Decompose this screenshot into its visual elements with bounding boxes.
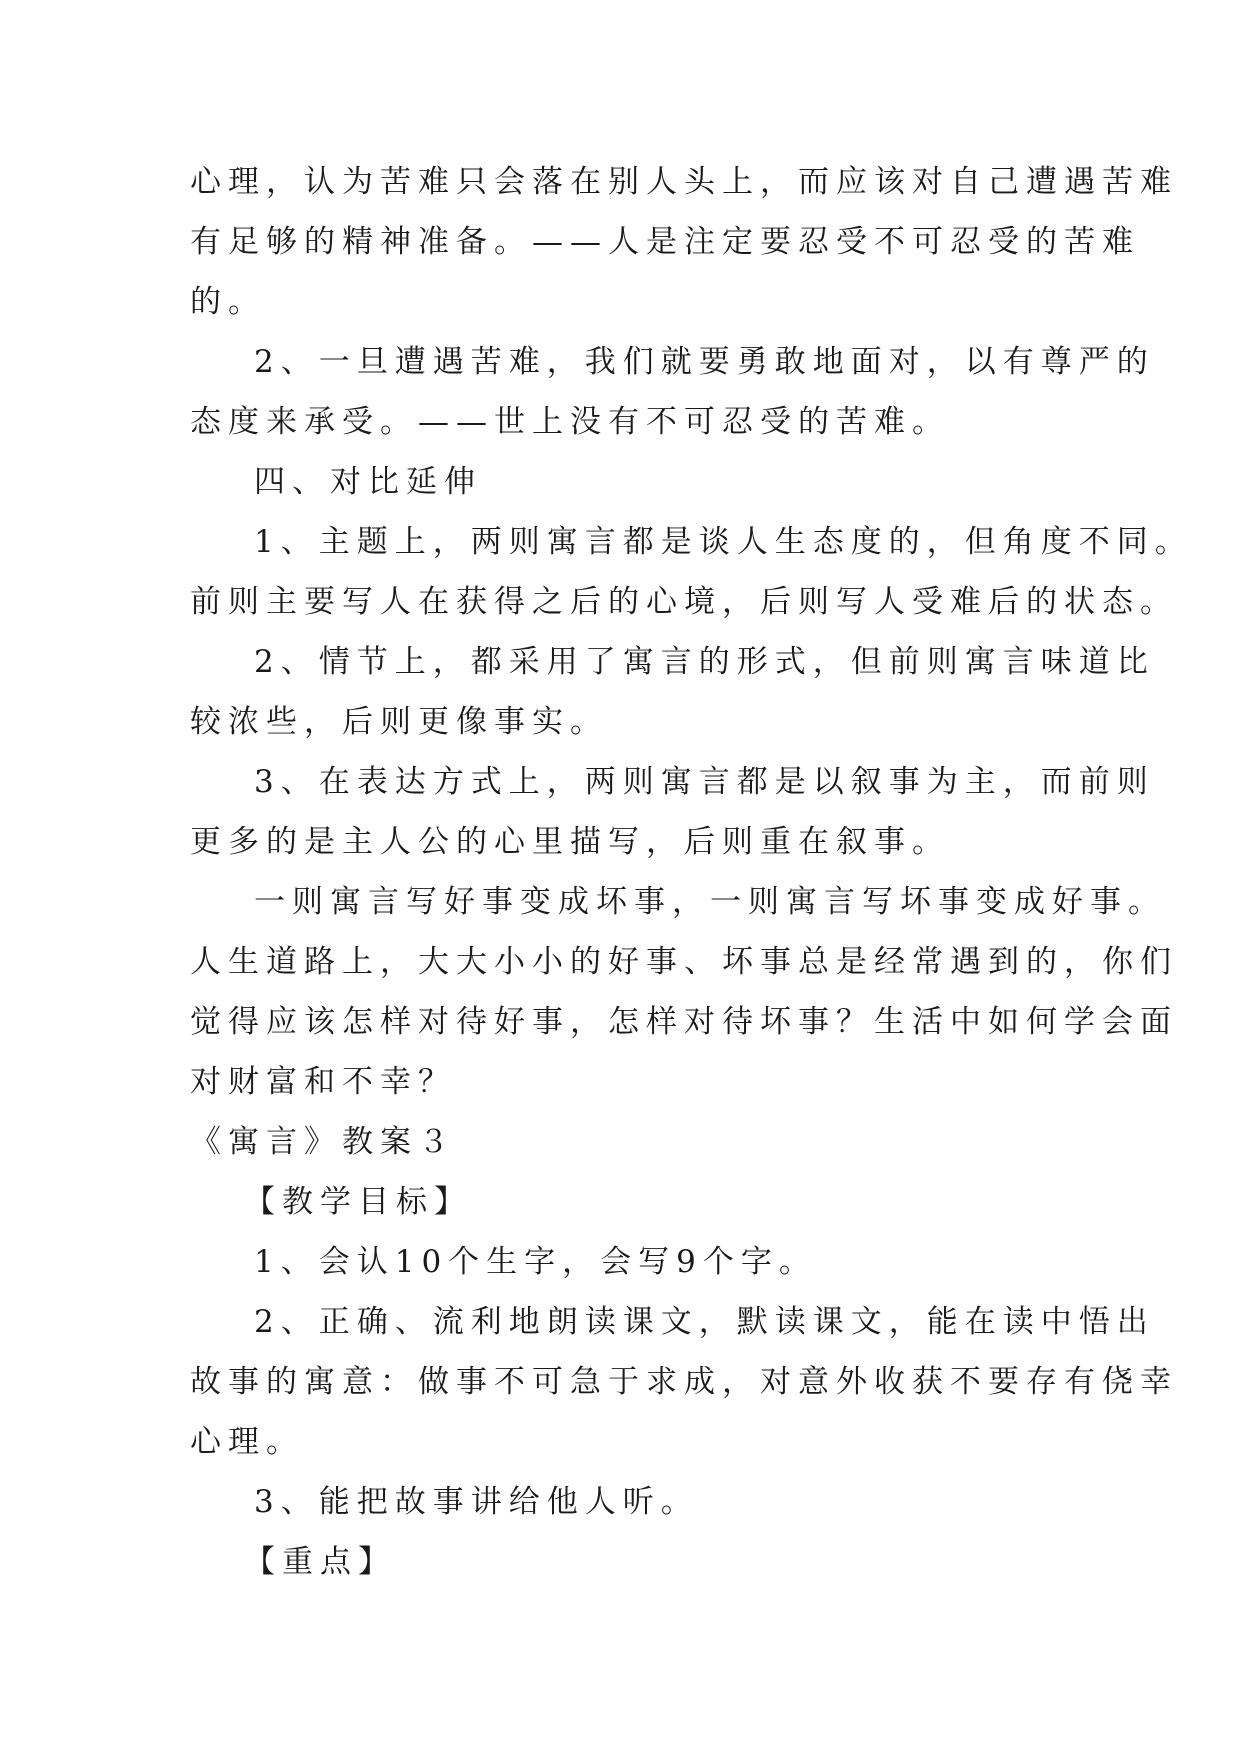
paragraph-line: 一则寓言写好事变成坏事，一则寓言写坏事变成好事。	[254, 884, 1166, 920]
paragraph-line: 故事的寓意：做事不可急于求成，对意外收获不要存有侥幸	[190, 1364, 1178, 1400]
paragraph-line: 1、会认10个生字，会写9个字。	[254, 1244, 817, 1280]
paragraph-line: 2、情节上，都采用了寓言的形式，但前则寓言味道比	[254, 644, 1155, 680]
paragraph-line: 有足够的精神准备。——人是注定要忍受不可忍受的苦难	[190, 224, 1140, 260]
paragraph-line: 较浓些，后则更像事实。	[190, 704, 608, 740]
section-heading: 【重点】	[244, 1544, 396, 1580]
paragraph-line: 心理，认为苦难只会落在别人头上，而应该对自己遭遇苦难	[190, 164, 1178, 200]
document-body	[190, 152, 1193, 1592]
paragraph-line: 的。	[190, 284, 266, 320]
paragraph-line: 对财富和不幸？	[190, 1064, 456, 1100]
paragraph-line: 态度来承受。——世上没有不可忍受的苦难。	[190, 404, 950, 440]
paragraph-line: 2、一旦遭遇苦难，我们就要勇敢地面对，以有尊严的	[254, 344, 1155, 380]
paragraph-line: 2、正确、流利地朗读课文，默读课文，能在读中悟出	[254, 1304, 1155, 1340]
paragraph-line: 前则主要写人在获得之后的心境，后则写人受难后的状态。	[190, 584, 1178, 620]
paragraph-line: 人生道路上，大大小小的好事、坏事总是经常遇到的，你们	[190, 944, 1178, 980]
paragraph-line: 更多的是主人公的心里描写，后则重在叙事。	[190, 824, 950, 860]
paragraph-line: 3、在表达方式上，两则寓言都是以叙事为主，而前则	[254, 764, 1155, 800]
paragraph-line: 1、主题上，两则寓言都是谈人生态度的，但角度不同。	[254, 524, 1193, 560]
document-title: 《寓言》教案３	[190, 1124, 456, 1160]
paragraph-line: 心理。	[190, 1424, 304, 1460]
paragraph-line: 觉得应该怎样对待好事，怎样对待坏事？生活中如何学会面	[190, 1004, 1178, 1040]
paragraph-line: 3、能把故事讲给他人听。	[254, 1484, 699, 1520]
section-heading: 【教学目标】	[244, 1184, 472, 1220]
section-heading: 四、对比延伸	[254, 464, 482, 500]
